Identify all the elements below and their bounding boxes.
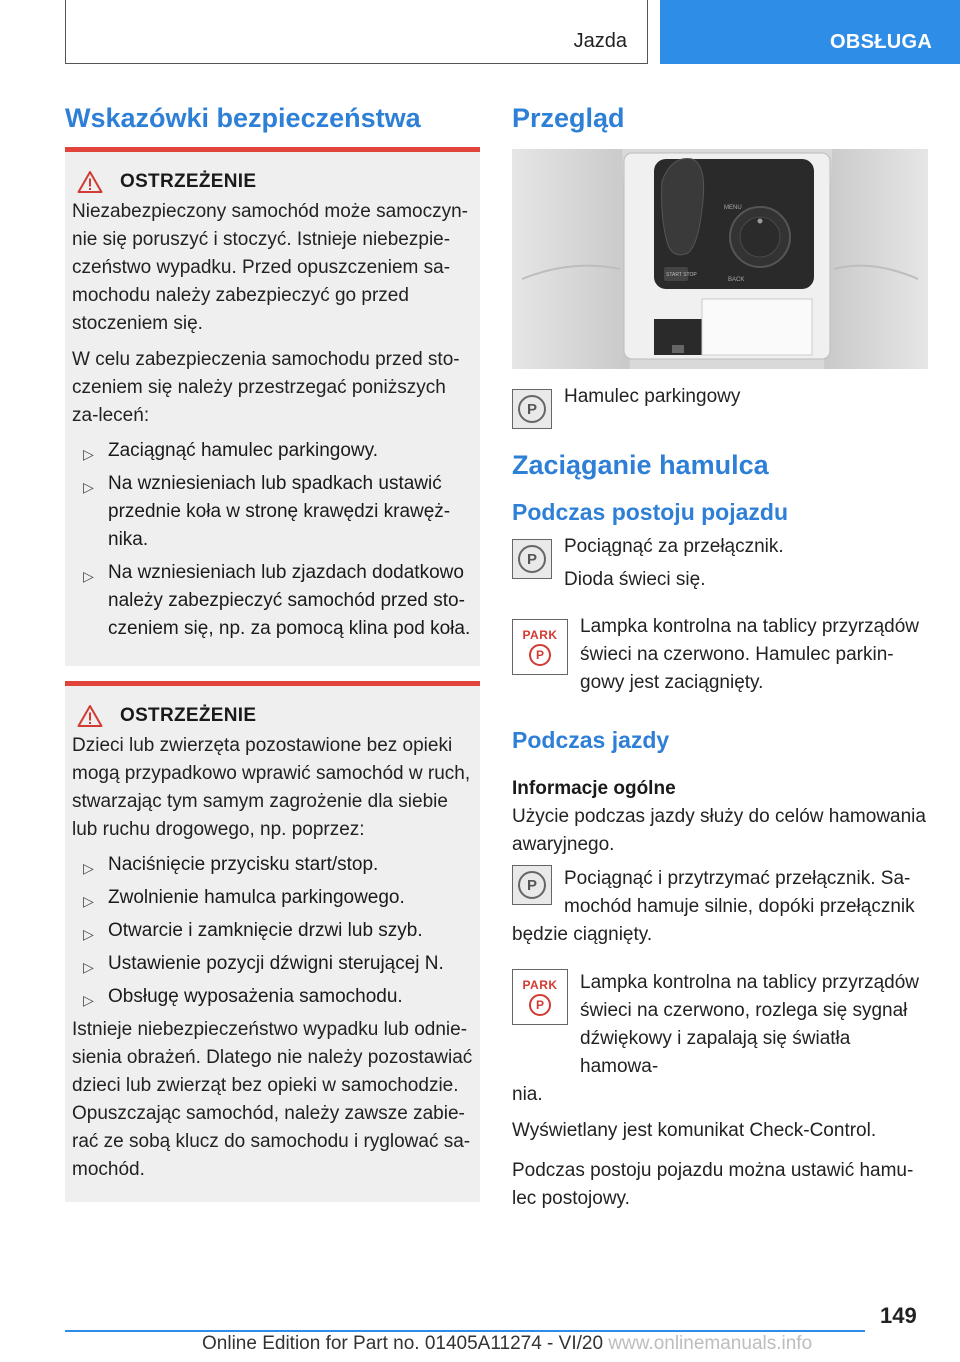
overview-caption: Hamulec parkingowy (564, 386, 741, 407)
driving-subtitle: Podczas jazdy (512, 727, 670, 753)
list-item: ▷ Zwolnienie hamulca parkingowego. (72, 884, 474, 912)
watermark-text: www.onlinemanuals.info (608, 1333, 813, 1354)
safety-title: Wskazówki bezpieczeństwa (65, 103, 421, 133)
check-control-text: Wyświetlany jest komunikat Check-Control. (512, 1120, 877, 1141)
apply-brake-title: Zaciąganie hamulca (512, 450, 769, 480)
warning-header (77, 168, 474, 196)
edition-text: Online Edition for Part no. 01405A11274 - VI/20 (202, 1333, 604, 1354)
triangle-bullet-icon: ▷ (83, 568, 94, 584)
header-chapter-tab (660, 0, 960, 64)
parking-note-text: Podczas postoju pojazdu można ustawić hamu-lec postojowy. (512, 1160, 914, 1209)
lamp-text: nia. (512, 1084, 543, 1105)
warning-text: Istnieje niebezpieczeństwo wypadku lub odnie-sienia obrażeń. Dlatego nie należy pozostawiać dzieci lub zwierząt bez opieki w samochodzie. Opuszczając samochód, należy zawsze zabie-rać ze sobą klucz do samochodu i ryglować sa-mochód. (72, 1019, 473, 1180)
warning-box-1 (65, 147, 480, 666)
park-warning-lamp-icon: PARK P (512, 619, 568, 675)
list-item: ▷ Na wzniesieniach lub spadkach ustawić przednie koła w stronę krawędzi krawęż-nika. (83, 473, 451, 550)
header-section-label: Jazda (573, 30, 627, 52)
warning-list (72, 851, 474, 1011)
lamp-text: Lampka kontrolna na tablicy przyrządów świeci na czerwono, rozlega się sygnał dźwiękowy i zapalają się światła hamowa- (580, 972, 920, 1077)
list-item: ▷ Naciśnięcie przycisku start/stop. (72, 851, 474, 879)
warning-text: W celu zabezpieczenia samochodu przed sto-czeniem się należy przestrzegać poniższych za-leceń: (72, 349, 460, 426)
warning-text: Niezabezpieczony samochód może samoczyn-nie się poruszyć i stoczyć. Istnieje niebezpie-czeństwo wypadku. Przed opuszczeniem sa-mochodu należy zabezpieczyć go przed stoczeniem się. (72, 201, 469, 334)
start-stop-label: START STOP (666, 272, 697, 278)
console-illustration (512, 149, 928, 369)
instruction-text: Pociągnąć i przytrzymać przełącznik. Sa-mochód hamuje silnie, dopóki przełącznik (564, 868, 915, 917)
driving-switch-row (512, 865, 928, 949)
general-info-text: Użycie podczas jazdy służy do celów hamowania awaryjnego. (512, 806, 926, 855)
list-item: ▷ Zaciągnąć hamulec parkingowy. (72, 437, 474, 465)
triangle-bullet-icon: ▷ (83, 860, 94, 876)
parking-brake-switch-icon: P (512, 865, 552, 905)
instruction-text: Dioda świeci się. (564, 569, 706, 590)
warning-triangle-icon (77, 704, 103, 728)
triangle-bullet-icon: ▷ (83, 959, 94, 975)
list-item: ▷ Otwarcie i zamknięcie drzwi lub szyb. (72, 917, 474, 945)
stationary-park-lamp-row (512, 616, 928, 715)
instruction-text: Pociągnąć za przełącznik. (564, 536, 784, 557)
header-chapter-label: OBSŁUGA (830, 31, 933, 53)
menu-label: MENU (724, 205, 742, 211)
instruction-text: będzie ciągnięty. (512, 924, 653, 945)
page-number: 149 (880, 1303, 917, 1328)
warning-header (77, 702, 474, 730)
stationary-subtitle: Podczas postoju pojazdu (512, 499, 789, 525)
center-console-photo (512, 149, 928, 369)
footer-divider (65, 1330, 865, 1332)
overview-title: Przegląd (512, 103, 625, 133)
footer-edition (202, 1333, 812, 1355)
parking-brake-switch-icon: P (512, 389, 552, 429)
lamp-text: Lampka kontrolna na tablicy przyrządów świeci na czerwono. Hamulec parkin-gowy jest zaciągnięty. (580, 616, 920, 693)
header-section-box (65, 0, 648, 64)
triangle-bullet-icon: ▷ (83, 479, 94, 495)
triangle-bullet-icon: ▷ (83, 893, 94, 909)
general-info-heading: Informacje ogólne (512, 778, 676, 799)
driving-park-lamp-row (512, 969, 928, 1109)
warning-label: OSTRZEŻENIE (120, 171, 257, 192)
left-column (65, 100, 480, 1202)
warning-text: Dzieci lub zwierzęta pozostawione bez opieki mogą przypadkowo wprawić samochód w ruch, stwarzając tym samym zagrożenie dla siebie lub ruchu drogowego, np. poprzez: (72, 735, 471, 840)
park-warning-lamp-icon: PARK P (512, 969, 568, 1025)
right-column (512, 100, 928, 1213)
list-item: ▷ Obsługę wyposażenia samochodu. (72, 983, 474, 1011)
back-label: BACK (728, 277, 745, 283)
stationary-switch-row (512, 536, 928, 603)
warning-list (72, 437, 474, 643)
list-item: ▷ Na wzniesieniach lub zjazdach dodatkowo należy zabezpieczyć samochód przed sto-czeniem się, np. za pomocą klina pod koła. (83, 562, 471, 639)
overview-row (512, 386, 928, 433)
list-item: ▷ Ustawienie pozycji dźwigni sterującej N. (72, 950, 474, 978)
triangle-bullet-icon: ▷ (83, 926, 94, 942)
triangle-bullet-icon: ▷ (83, 992, 94, 1008)
warning-label: OSTRZEŻENIE (120, 705, 257, 726)
parking-brake-switch-icon: P (512, 539, 552, 579)
warning-box-2 (65, 681, 480, 1202)
warning-triangle-icon (77, 170, 103, 194)
triangle-bullet-icon: ▷ (83, 446, 94, 462)
